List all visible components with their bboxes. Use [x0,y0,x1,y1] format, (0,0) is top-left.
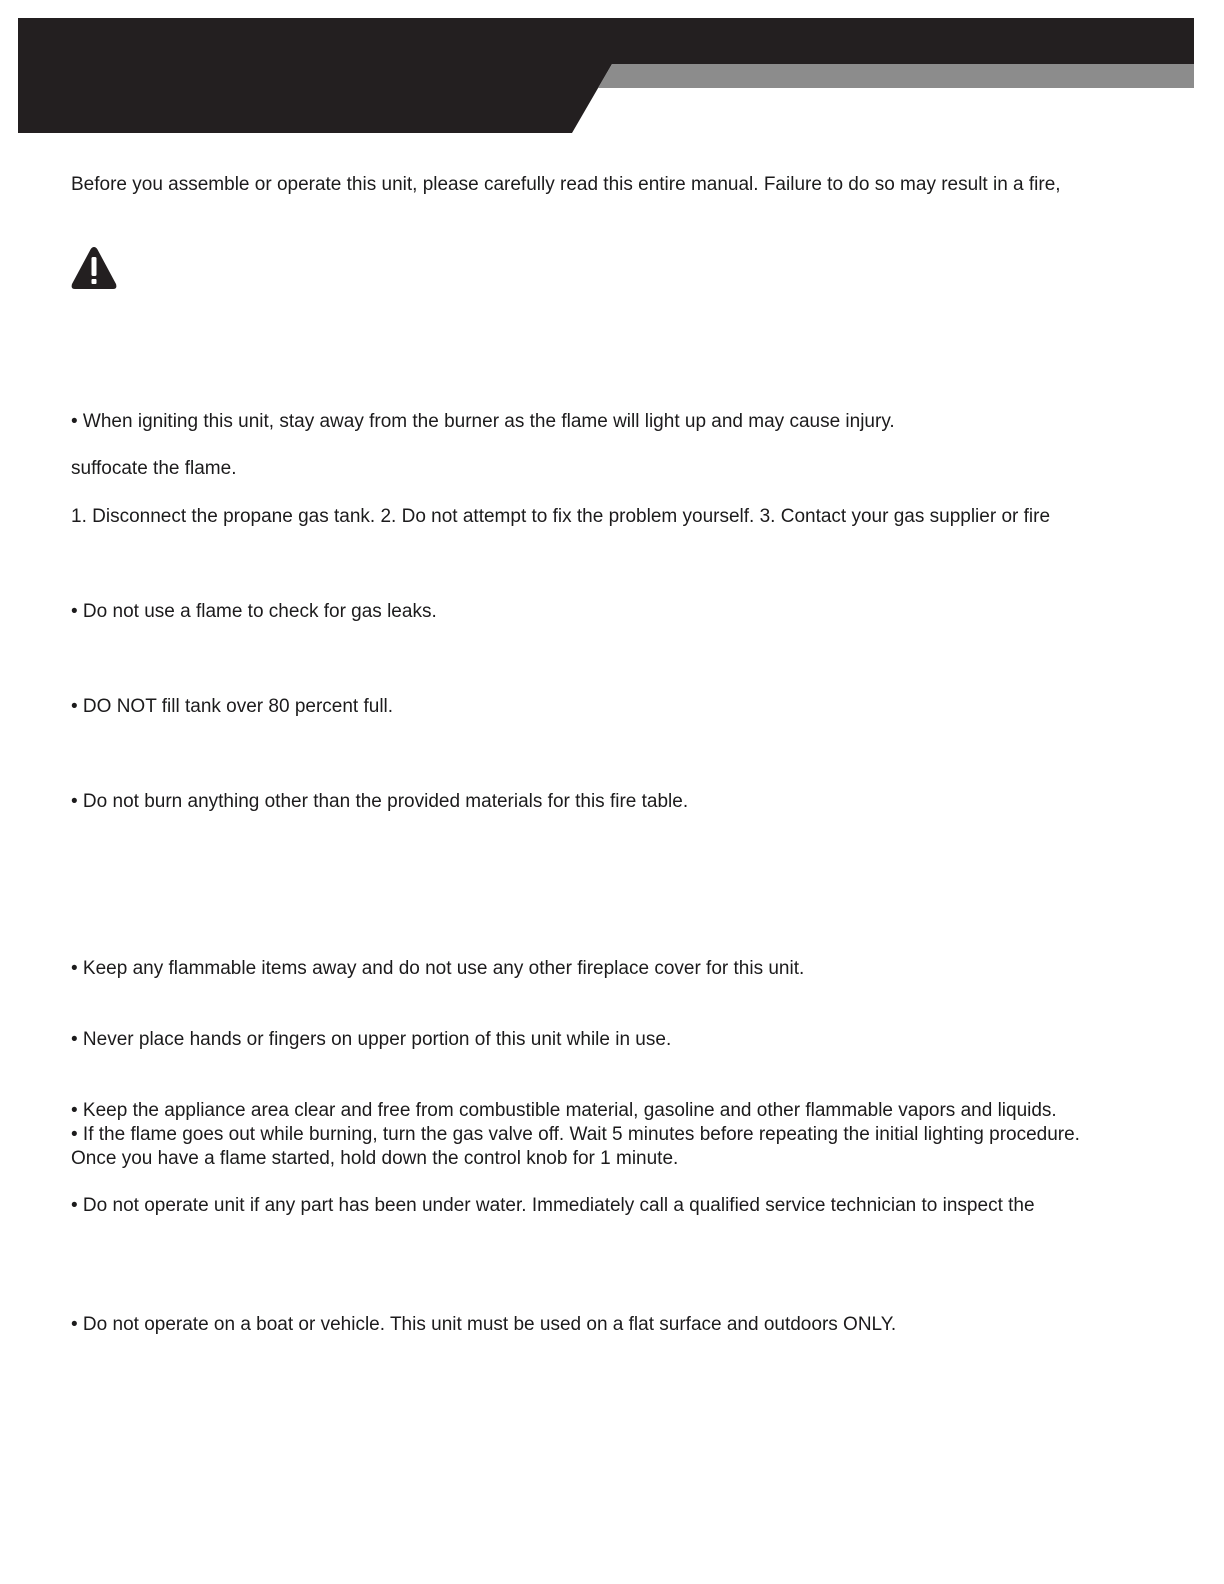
warning-triangle-icon [70,245,118,291]
flammable-items-warning: • Keep any flammable items away and do not use any other fireplace cover for this unit. [71,958,805,979]
gas-leak-steps: 1. Disconnect the propane gas tank. 2. Do not attempt to fix the problem yourself. 3. Contact your gas supplier or fire [71,506,1051,527]
tank-fill-warning: • DO NOT fill tank over 80 percent full. [71,696,394,717]
area-clear-warning: • Keep the appliance area clear and free from combustible material, gasoline and other flammable vapors and liquids. [71,1100,1057,1121]
hands-warning: • Never place hands or fingers on upper portion of this unit while in use. [71,1029,672,1050]
hold-knob-text: Once you have a flame started, hold down the control knob for 1 minute. [71,1148,679,1169]
igniting-warning: • When igniting this unit, stay away from the burner as the flame will light up and may cause injury. [71,411,895,432]
boat-vehicle-warning: • Do not operate on a boat or vehicle. This unit must be used on a flat surface and outdoors ONLY. [71,1314,897,1335]
header-gray-stripe [598,64,1194,88]
intro-text: Before you assemble or operate this unit, please carefully read this entire manual. Failure to do so may result in a fire, [71,174,1061,195]
suffocate-text: suffocate the flame. [71,458,237,479]
burn-materials-warning: • Do not burn anything other than the provided materials for this fire table. [71,791,689,812]
flame-check-warning: • Do not use a flame to check for gas leaks. [71,601,437,622]
flame-out-warning: • If the flame goes out while burning, turn the gas valve off. Wait 5 minutes before repeating the initial lighting procedure. [71,1124,1080,1145]
header-band [18,18,1194,133]
under-water-warning: • Do not operate unit if any part has been under water. Immediately call a qualified service technician to inspect the [71,1195,1035,1216]
